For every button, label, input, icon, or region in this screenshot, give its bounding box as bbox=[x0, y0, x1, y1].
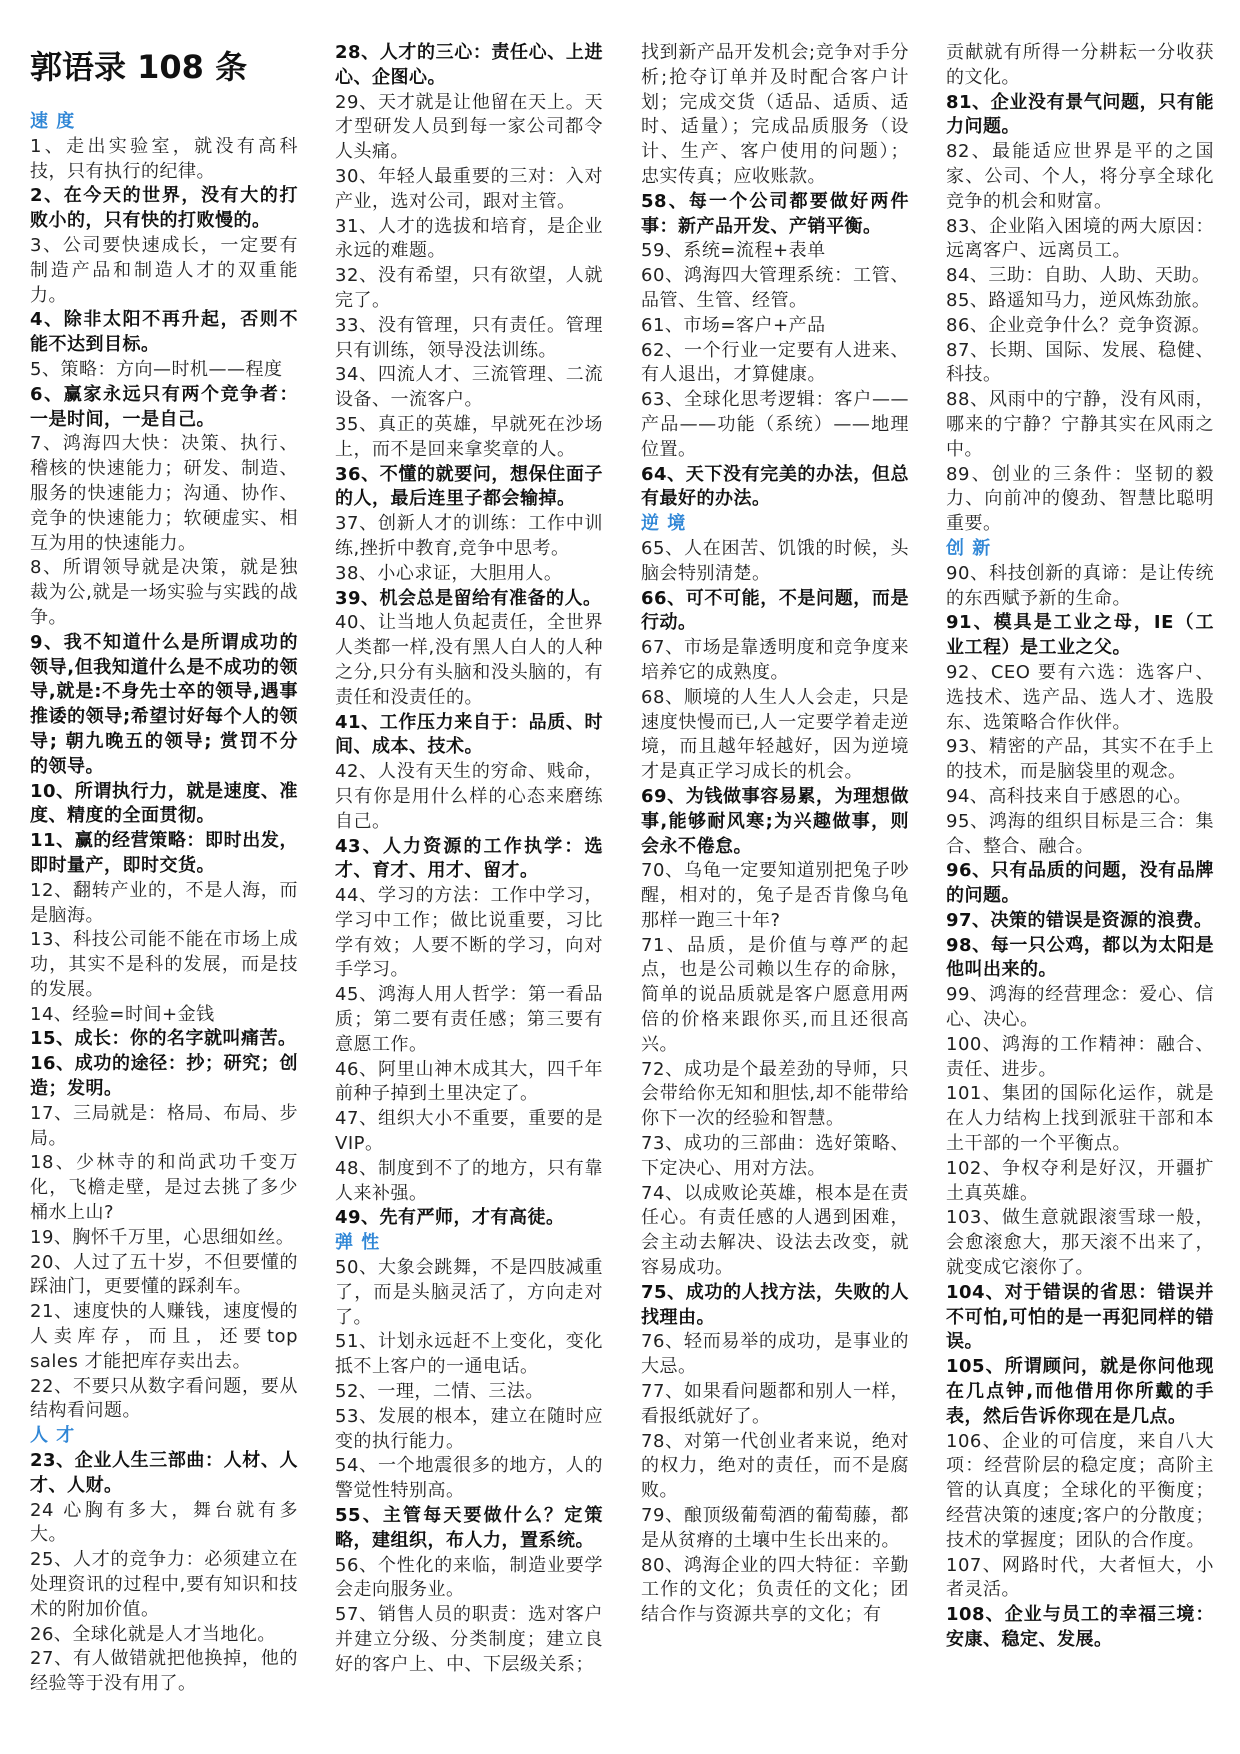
quote-item: 55、主管每天要做什么？定策略，建组织，布人力，置系统。 bbox=[335, 1505, 603, 1551]
quote-item: 66、可不可能，不是问题，而是行动。 bbox=[641, 587, 909, 634]
quote-item: 102、争权夺利是好汉，开疆扩土真英雄。 bbox=[946, 1157, 1214, 1204]
quote-item: 61、市场=客户+产品 bbox=[641, 314, 826, 336]
quote-item: 48、制度到不了的地方，只有靠人来补强。 bbox=[335, 1157, 603, 1204]
column-3 bbox=[641, 41, 909, 1628]
quote-item: 45、鸿海人用人哲学：第一看品质；第二要有责任感；第三要有意愿工作。 bbox=[335, 984, 603, 1055]
quote-item: 23、企业人生三部曲：人材、人才、人财。 bbox=[30, 1450, 298, 1496]
quote-item: 56、个性化的来临，制造业要学会走向服务业。 bbox=[335, 1554, 603, 1601]
quote-item: 12、翻转产业的，不是人海，而是脑海。 bbox=[30, 879, 298, 926]
quote-item: 38、小心求证，大胆用人。 bbox=[335, 562, 563, 584]
quote-item: 69、为钱做事容易累，为理想做事,能够耐风寒;为兴趣做事，则会永不倦怠。 bbox=[641, 785, 909, 857]
quote-item: 57、销售人员的职责：选对客户并建立分级、分类制度；建立良好的客户上、中、下层级关系； bbox=[335, 1604, 603, 1675]
quote-item: 27、有人做错就把他换掉，他的经验等于没有用了。 bbox=[30, 1648, 298, 1695]
quote-item: 86、企业竞争什么？竞争资源。 bbox=[946, 314, 1211, 336]
quote-item: 60、鸿海四大管理系统：工管、品管、生管、经管。 bbox=[641, 265, 909, 311]
quote-item: 40、让当地人负起责任，全世界人类都一样,没有黑人白人的人种之分,只分有头脑和没头脑的，有责任和没责任的。 bbox=[335, 612, 603, 708]
section-heading: 创 新 bbox=[946, 537, 992, 559]
quote-item: 80、鸿海企业的四大特征：辛勤工作的文化；负责任的文化；团结合作与资源共享的文化；有 bbox=[641, 1554, 909, 1626]
quote-item: 84、三助：自助、人助、天助。 bbox=[946, 265, 1211, 287]
quote-item: 53、发展的根本，建立在随时应变的执行能力。 bbox=[335, 1405, 603, 1452]
quote-item: 72、成功是个最差劲的导师，只会带给你无知和胆怯,却不能带给你下一次的经验和智慧。 bbox=[641, 1058, 909, 1130]
quote-item: 22、不要只从数字看问题，要从结构看问题。 bbox=[30, 1375, 298, 1422]
quote-item: 20、人过了五十岁，不但要懂的踩油门，更要懂的踩刹车。 bbox=[30, 1251, 298, 1298]
quote-item: 47、组织大小不重要，重要的是 VIP。 bbox=[335, 1108, 603, 1155]
quote-item: 51、计划永远赶不上变化，变化抵不上客户的一通电话。 bbox=[335, 1331, 603, 1378]
quote-item: 79、酿顶级葡萄酒的葡萄藤，都是从贫瘠的土壤中生长出来的。 bbox=[641, 1505, 909, 1551]
quote-item: 18、少林寺的和尚武功千变万化，飞檐走壁，是过去挑了多少桶水上山? bbox=[30, 1152, 298, 1224]
quote-item: 104、对于错误的省思：错误并不可怕,可怕的是一再犯同样的错误。 bbox=[946, 1281, 1214, 1353]
quote-item: 95、鸿海的组织目标是三合：集合、整合、融合。 bbox=[946, 810, 1214, 857]
quote-item: 21、速度快的人赚钱，速度慢的人卖库存，而且，还要top sales 才能把库存卖出去。 bbox=[30, 1301, 298, 1372]
column-1 bbox=[30, 46, 298, 1697]
quote-item: 63、全球化思考逻辑：客户——产品——功能（系统）——地理位置。 bbox=[641, 389, 909, 460]
quote-item: 5、策略：方向—时机——程度 bbox=[30, 358, 283, 380]
quote-item: 44、学习的方法：工作中学习，学习中工作；做比说重要，习比学有效；人要不断的学习，向对手学习。 bbox=[335, 885, 603, 981]
quote-item: 65、人在困苦、饥饿的时候，头脑会特别清楚。 bbox=[641, 537, 909, 584]
quote-item: 107、网路时代，大者恒大，小者灵活。 bbox=[946, 1554, 1214, 1601]
quote-item: 93、精密的产品，其实不在手上的技术，而是脑袋里的观念。 bbox=[946, 736, 1214, 783]
quote-item: 52、一理，二情、三法。 bbox=[335, 1381, 544, 1403]
quote-item: 97、决策的错误是资源的浪费。 bbox=[946, 909, 1213, 931]
quote-item: 90、科技创新的真谛：是让传统的东西赋予新的生命。 bbox=[946, 562, 1214, 609]
quote-item: 28、人才的三心：责任心、上进心、企图心。 bbox=[335, 42, 603, 88]
quote-item: 94、高科技来自于感恩的心。 bbox=[946, 785, 1192, 807]
quote-item: 35、真正的英雄，早就死在沙场上，而不是回来拿奖章的人。 bbox=[335, 413, 603, 460]
quote-item: 85、路遥知马力，逆风炼劲旅。 bbox=[946, 289, 1211, 311]
quote-item: 9、我不知道什么是所谓成功的领导,但我知道什么是不成功的领导,就是:不身先士卒的领导,遇事推诿的领导;希望讨好每个人的领导; 朝九晚五的领导; 赏罚不分的领导。 bbox=[30, 631, 298, 777]
quote-item: 39、机会总是留给有准备的人。 bbox=[335, 587, 602, 609]
quote-item: 31、人才的选拔和培育，是企业永远的难题。 bbox=[335, 215, 603, 262]
quote-item: 54、一个地震很多的地方，人的警觉性特别高。 bbox=[335, 1455, 603, 1502]
column-2 bbox=[335, 41, 603, 1678]
quote-item: 101、集团的国际化运作，就是在人力结构上找到派驻干部和本土干部的一个平衡点。 bbox=[946, 1083, 1214, 1155]
quote-item: 10、所谓执行力，就是速度、准度、精度的全面贯彻。 bbox=[30, 780, 298, 827]
quote-item: 92、CEO 要有六选：选客户、选技术、选产品、选人才、选股东、选策略合作伙伴。 bbox=[946, 661, 1214, 733]
quote-item: 36、不懂的就要问，想保住面子的人，最后连里子都会输掉。 bbox=[335, 463, 603, 510]
quote-item: 17、三局就是：格局、布局、步局。 bbox=[30, 1102, 298, 1149]
quote-item: 108、企业与员工的幸福三境：安康、稳定、发展。 bbox=[946, 1604, 1214, 1650]
quote-item: 找到新产品开发机会;竞争对手分析;抢夺订单并及时配合客户计划；完成交货（适品、适质、适时、适量）；完成品质服务（设计、生产、客户使用的问题）；忠实传真；应收账款。 bbox=[641, 42, 909, 187]
quote-item: 19、胸怀千万里，心思细如丝。 bbox=[30, 1226, 295, 1248]
quote-item: 91、模具是工业之母，IE（工业工程）是工业之父。 bbox=[946, 612, 1214, 659]
quote-item: 15、成长：你的名字就叫痛苦。 bbox=[30, 1028, 297, 1050]
quote-item: 42、人没有天生的穷命、贱命，只有你是用什么样的心态来磨练自己。 bbox=[335, 761, 603, 832]
quote-item: 26、全球化就是人才当地化。 bbox=[30, 1623, 276, 1645]
quote-item: 73、成功的三部曲：选好策略、下定决心、用对方法。 bbox=[641, 1133, 909, 1179]
section-heading: 逆 境 bbox=[641, 513, 687, 535]
quote-item: 29、天才就是让他留在天上。天才型研发人员到每一家公司都令人头痛。 bbox=[335, 91, 603, 163]
quote-item: 68、顺境的人生人人会走，只是速度快慢而已,人一定要学着走逆境，而且越年轻越好，因为逆境才是真正学习成长的机会。 bbox=[641, 686, 909, 783]
quote-item: 59、系统=流程+表单 bbox=[641, 240, 826, 262]
quote-item: 87、长期、国际、发展、稳健、科技。 bbox=[946, 339, 1214, 386]
quote-item: 105、所谓顾问，就是你问他现在几点钟,而他借用你所戴的手表，然后告诉你现在是几点。 bbox=[946, 1356, 1214, 1427]
quote-item: 103、做生意就跟滚雪球一般，会愈滚愈大，那天滚不出来了，就变成它滚你了。 bbox=[946, 1207, 1214, 1279]
quote-item: 62、一个行业一定要有人进来、有人退出，才算健康。 bbox=[641, 339, 909, 386]
quote-item: 50、大象会跳舞，不是四肢减重了，而是头脑灵活了，方向走对了。 bbox=[335, 1257, 603, 1328]
quote-item: 2、在今天的世界，没有大的打败小的，只有快的打败慢的。 bbox=[30, 185, 298, 232]
quote-item: 14、经验=时间+金钱 bbox=[30, 1003, 215, 1025]
quote-item: 70、乌龟一定要知道别把兔子吵醒，相对的，兔子是否肯像乌龟那样一跑三十年? bbox=[641, 860, 909, 931]
quote-item: 32、没有希望，只有欲望，人就完了。 bbox=[335, 265, 603, 311]
quote-item: 82、最能适应世界是平的之国家、公司、个人，将分享全球化竞争的机会和财富。 bbox=[946, 141, 1214, 212]
quote-item: 89、创业的三条件：坚韧的毅力、向前冲的傻劲、智慧比聪明重要。 bbox=[946, 463, 1214, 535]
quote-item: 11、赢的经营策略：即时出发，即时量产，即时交货。 bbox=[30, 830, 298, 876]
quote-item: 41、工作压力来自于：品质、时间、成本、技术。 bbox=[335, 711, 603, 758]
quote-item: 7、鸿海四大快：决策、执行、稽核的快速能力；研发、制造、服务的快速能力；沟通、协作、竞争的快速能力；软硬虚实、相互为用的快速能力。 bbox=[30, 433, 298, 554]
quote-item: 24 心胸有多大，舞台就有多大。 bbox=[30, 1499, 298, 1546]
quote-item: 67、市场是靠透明度和竞争度来培养它的成熟度。 bbox=[641, 637, 909, 683]
quote-item: 37、创新人才的训练：工作中训练,挫折中教育,竞争中思考。 bbox=[335, 513, 603, 559]
quote-item: 8、所谓领导就是决策，就是独裁为公,就是一场实验与实践的战争。 bbox=[30, 557, 298, 628]
quote-item: 74、以成败论英雄，根本是在责任心。有责任感的人遇到困难，会主动去解决、设法去改变，就容易成功。 bbox=[641, 1182, 909, 1279]
quote-item: 46、阿里山神木成其大，四千年前种子掉到土里决定了。 bbox=[335, 1058, 603, 1105]
quote-item: 33、没有管理，只有责任。管理只有训练，领导没法训练。 bbox=[335, 314, 603, 361]
quote-item: 81、企业没有景气问题，只有能力问题。 bbox=[946, 91, 1214, 138]
quote-item: 58、每一个公司都要做好两件事：新产品开发、产销平衡。 bbox=[641, 190, 909, 237]
quote-item: 6、赢家永远只有两个竞争者：一是时间，一是自己。 bbox=[30, 383, 298, 430]
page-title: 郭语录 108 条 bbox=[30, 48, 248, 86]
quote-item: 83、企业陷入困境的两大原因：远离客户、远离员工。 bbox=[946, 215, 1214, 262]
quote-item: 98、每一只公鸡，都以为太阳是他叫出来的。 bbox=[946, 934, 1214, 981]
quote-item: 34、四流人才、三流管理、二流设备、一流客户。 bbox=[335, 364, 603, 411]
section-heading: 弹 性 bbox=[335, 1232, 381, 1254]
quote-item: 76、轻而易举的成功，是事业的大忌。 bbox=[641, 1331, 909, 1378]
quote-item: 4、除非太阳不再升起，否则不能不达到目标。 bbox=[30, 309, 298, 356]
quote-item: 1、走出实验室，就没有高科技，只有执行的纪律。 bbox=[30, 135, 298, 182]
quote-item: 3、公司要快速成长，一定要有制造产品和制造人才的双重能力。 bbox=[30, 234, 298, 306]
quote-item: 13、科技公司能不能在市场上成功，其实不是科的发展，而是技的发展。 bbox=[30, 929, 298, 1000]
quote-item: 贡献就有所得一分耕耘一分收获的文化。 bbox=[946, 42, 1214, 88]
quote-item: 30、年轻人最重要的三对：入对产业，选对公司，跟对主管。 bbox=[335, 165, 603, 212]
quote-item: 100、鸿海的工作精神：融合、责任、进步。 bbox=[946, 1033, 1214, 1080]
quote-item: 71、品质，是价值与尊严的起点，也是公司赖以生存的命脉，简单的说品质就是客户愿意用两倍的价格来跟你买,而且还很高兴。 bbox=[641, 934, 909, 1055]
quote-item: 49、先有严师，才有高徒。 bbox=[335, 1207, 565, 1229]
quote-item: 16、成功的途径：抄；研究；创造；发明。 bbox=[30, 1053, 298, 1100]
quote-item: 25、人才的竞争力：必须建立在处理资讯的过程中,要有知识和技术的附加价值。 bbox=[30, 1549, 298, 1620]
quote-item: 75、成功的人找方法，失败的人找理由。 bbox=[641, 1281, 909, 1328]
quote-item: 88、风雨中的宁静，没有风雨，哪来的宁静？宁静其实在风雨之中。 bbox=[946, 389, 1214, 460]
quote-item: 77、如果看问题都和别人一样，看报纸就好了。 bbox=[641, 1381, 909, 1427]
quote-item: 78、对第一代创业者来说，绝对的权力，绝对的责任，而不是腐败。 bbox=[641, 1430, 909, 1502]
quote-item: 106、企业的可信度，来自八大项：经营阶层的稳定度；高阶主管的认真度；全球化的平衡度；经营决策的速度;客户的分散度；技术的掌握度；团队的合作度。 bbox=[946, 1430, 1214, 1551]
quote-item: 99、鸿海的经营理念：爱心、信心、决心。 bbox=[946, 984, 1214, 1031]
section-heading: 速 度 bbox=[30, 111, 76, 132]
column-4 bbox=[946, 41, 1214, 1653]
quote-item: 96、只有品质的问题，没有品牌的问题。 bbox=[946, 860, 1214, 907]
quote-item: 43、人力资源的工作执学：选才、育才、用才、留才。 bbox=[335, 835, 603, 882]
section-heading: 人 才 bbox=[30, 1425, 76, 1447]
quote-item: 64、天下没有完美的办法，但总有最好的办法。 bbox=[641, 463, 909, 510]
